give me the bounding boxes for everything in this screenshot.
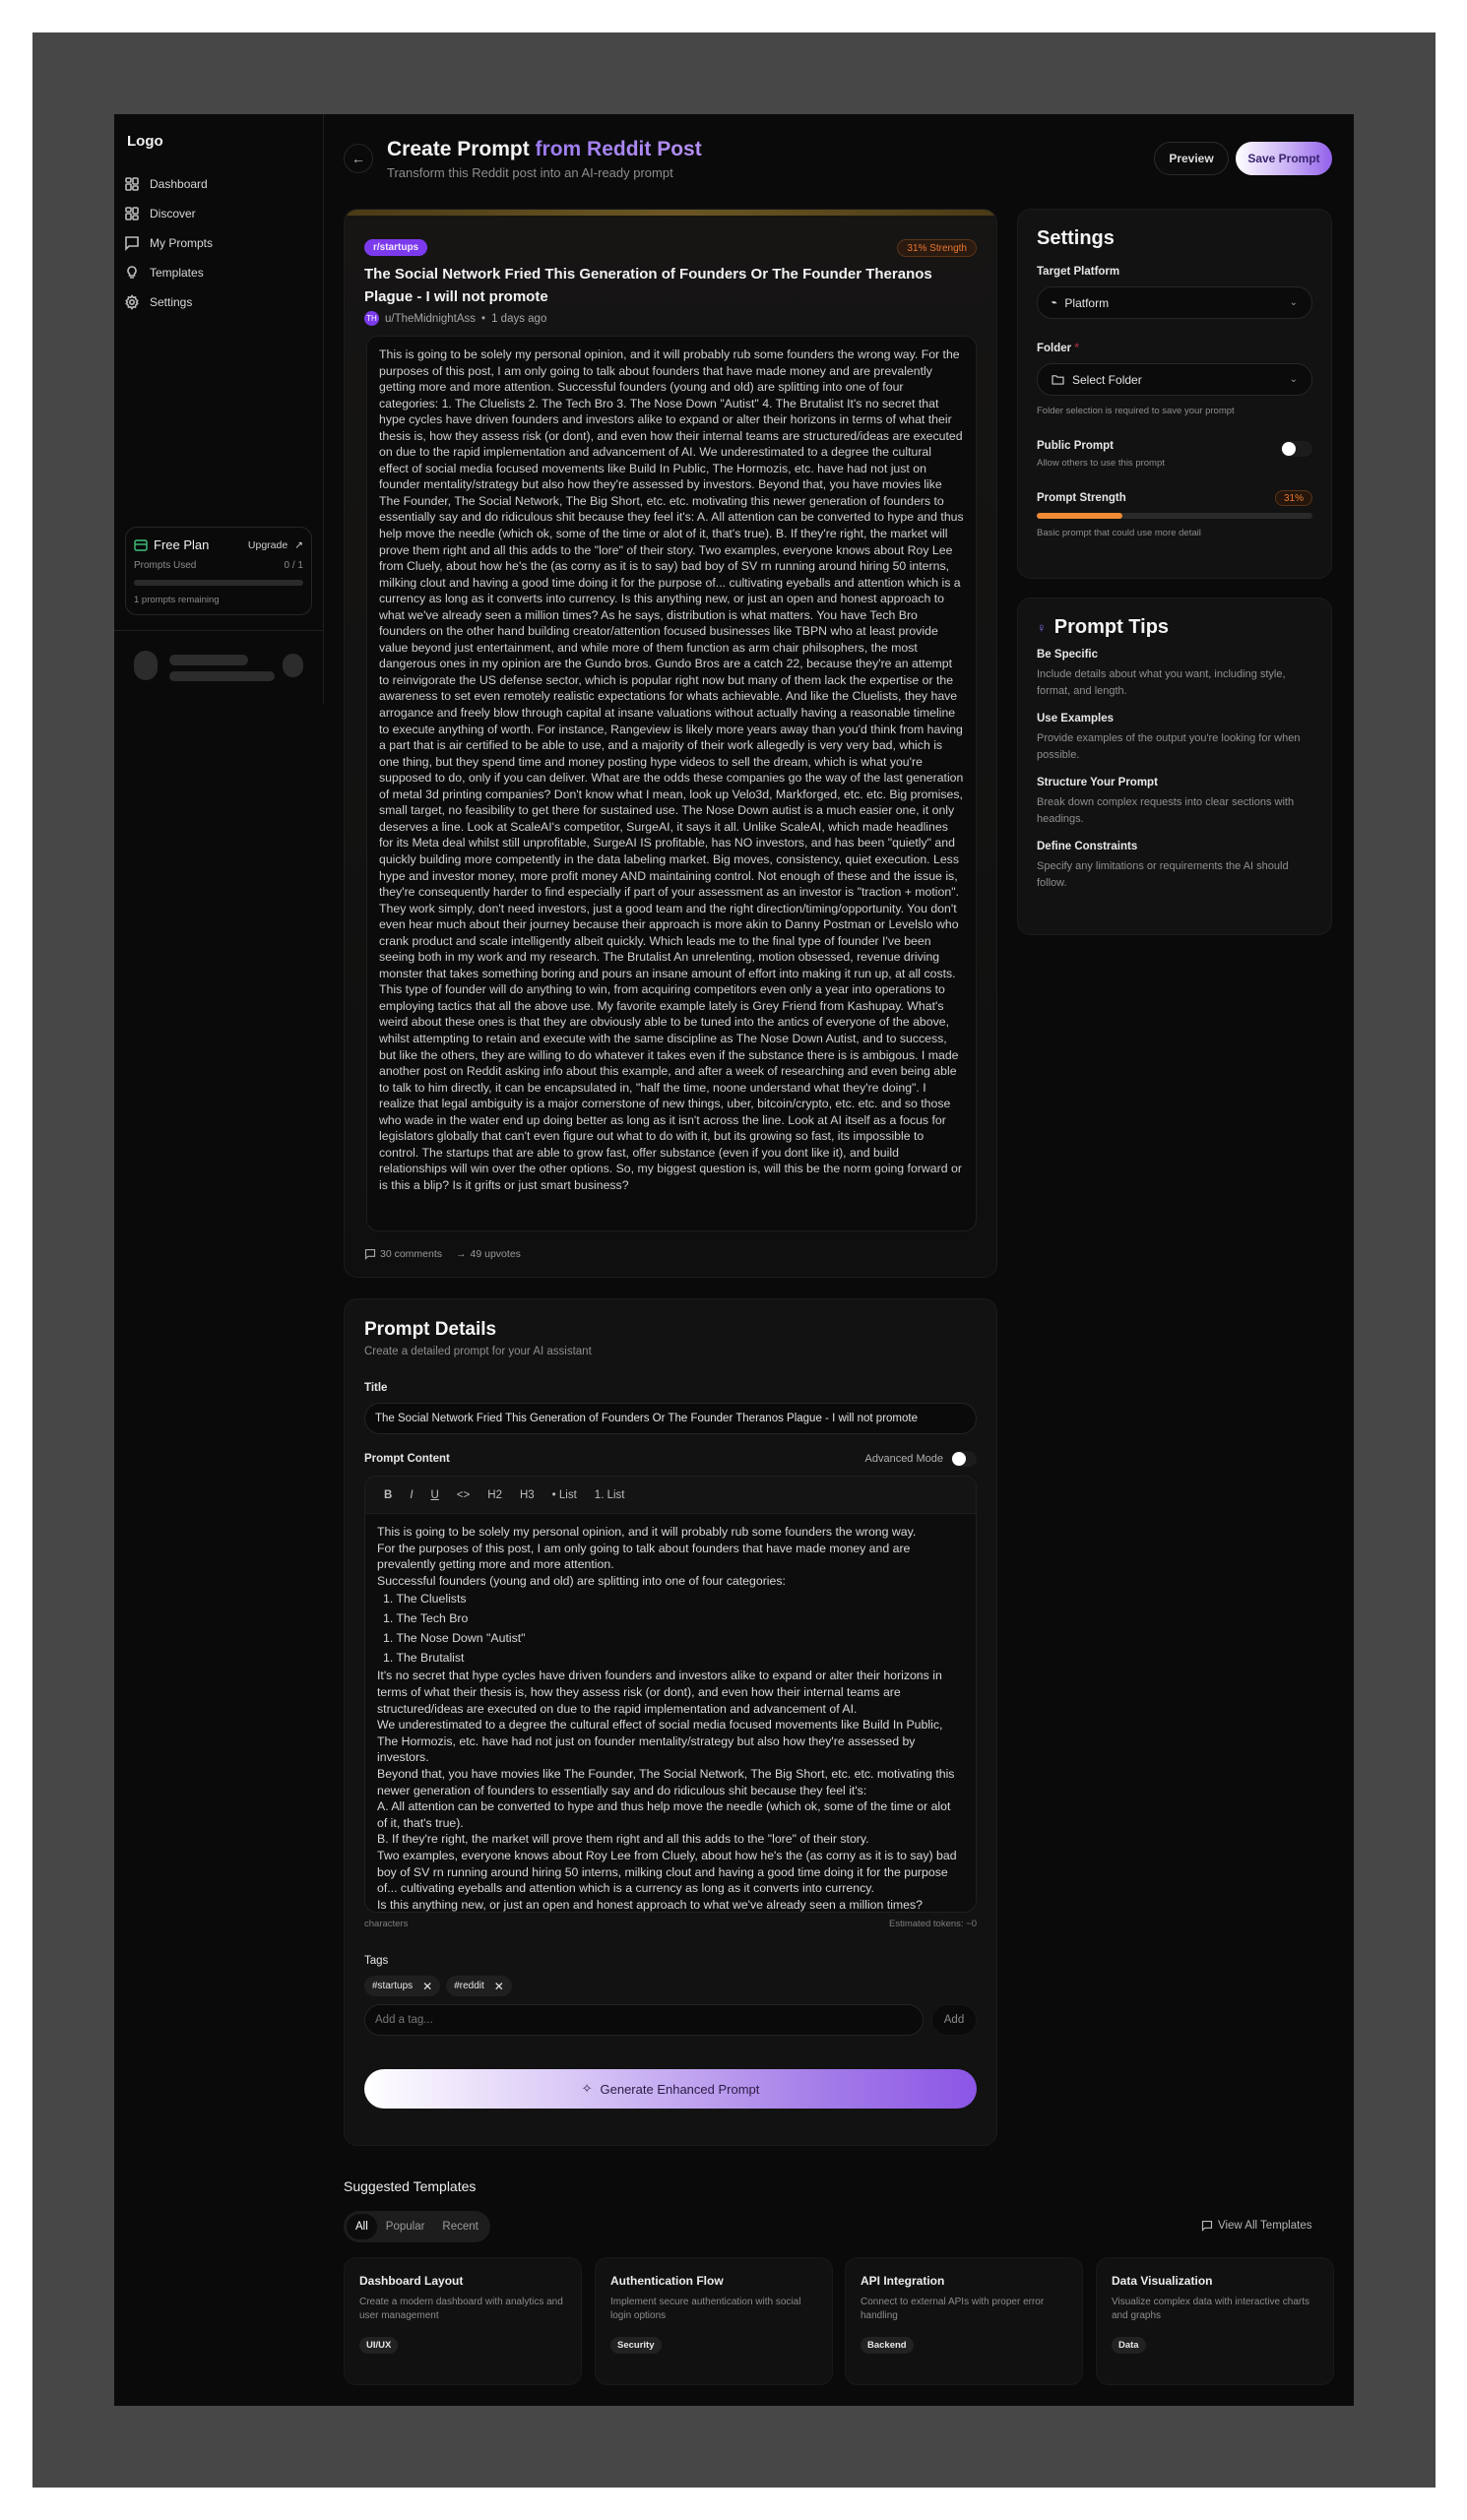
editor-list-item: 1. The Cluelists	[383, 1592, 467, 1606]
numbered-list-button[interactable]: 1. List	[594, 1488, 625, 1501]
editor-list-item: 1. The Brutalist	[383, 1651, 465, 1666]
h3-button[interactable]: H3	[519, 1488, 535, 1501]
post-stats	[364, 1248, 521, 1260]
logo[interactable]: Logo	[127, 133, 163, 150]
tag-input[interactable]	[364, 2004, 924, 2036]
editor-paragraph: A. All attention can be converted to hype and thus help move the needle (which ok, some of the time or alot of it, that's true).	[377, 1799, 951, 1830]
strength-hint: Basic prompt that could use more detail	[1037, 528, 1201, 538]
comment-icon	[364, 1248, 376, 1260]
folder-icon	[1052, 374, 1064, 385]
underline-button[interactable]: U	[430, 1488, 439, 1501]
prompts-used-bar	[134, 580, 303, 586]
template-card-authentication-flow[interactable]	[595, 2257, 833, 2385]
editor-paragraph: Is this anything new, or just an open and honest approach to what we've already seen a million times?	[377, 1897, 923, 1912]
prompts-used-value: 0 / 1	[284, 560, 303, 571]
h2-button[interactable]: H2	[487, 1488, 502, 1501]
details-title: Prompt Details	[364, 1319, 497, 1340]
editor-paragraph: Two examples, everyone knows about Roy Lee from Cluely, about how he's the (as corny as it is to say) bad boy of SV rn running around hiring 50 interns, milking clout and having a good time doing it for the purpose of... cultivating eyeballs and attention which is a currency as long as it converts into currency.	[377, 1848, 957, 1896]
tag-label: #startups	[372, 1981, 414, 1991]
upgrade-label: Upgrade	[247, 538, 288, 551]
close-icon[interactable]: ✕	[422, 1979, 433, 1993]
editor-paragraph: Beyond that, you have movies like The Founder, The Social Network, The Big Short, etc. etc. motivating this newer generation of founders to essentially say and do ridiculous shit because they feel it's:	[377, 1766, 955, 1797]
prompt-details-card	[344, 1298, 997, 2146]
tip-text: Include details about what you want, including style, format, and length.	[1037, 668, 1286, 697]
arrow-left-icon: ←	[351, 151, 365, 166]
template-description: Connect to external APIs with proper error handling	[861, 2297, 1045, 2321]
gear-icon	[124, 294, 140, 310]
add-tag-button[interactable]: Add	[931, 2004, 977, 2036]
template-description: Implement secure authentication with social login options	[610, 2297, 801, 2321]
message-square-icon	[124, 235, 140, 251]
public-toggle[interactable]	[1281, 441, 1312, 457]
template-badge: Backend	[861, 2337, 914, 2354]
upvotes-count: 49 upvotes	[470, 1248, 521, 1260]
editor-paragraph: B. If they're right, the market will prove them right and all this adds to the "lore" of their story.	[377, 1832, 869, 1847]
tab-all[interactable]: All	[347, 2214, 377, 2239]
tag-chip	[446, 1976, 512, 1996]
advanced-mode-toggle[interactable]	[951, 1451, 977, 1467]
platform-icon: ⌁	[1052, 297, 1057, 307]
sidebar-item-label: Discover	[150, 207, 196, 220]
user-email-skeleton	[169, 671, 275, 681]
template-card-api-integration[interactable]	[845, 2257, 1083, 2385]
template-title: Data Visualization	[1112, 2274, 1213, 2288]
editor-toolbar	[365, 1477, 976, 1514]
arrow-right-icon: →	[456, 1248, 467, 1260]
tip-text: Break down complex requests into clear sections with headings.	[1037, 796, 1295, 825]
plan-name: Free Plan	[154, 537, 210, 552]
template-description: Visualize complex data with interactive charts and graphs	[1112, 2297, 1310, 2321]
public-hint: Allow others to use this prompt	[1037, 458, 1165, 469]
token-estimate: Estimated tokens: ~0	[889, 1919, 977, 1929]
title-input[interactable]: The Social Network Fried This Generation of Founders Or The Founder Theranos Plague - I will not promote	[364, 1403, 977, 1434]
sidebar-item-label: Templates	[150, 266, 204, 280]
close-icon[interactable]: ✕	[493, 1979, 504, 1993]
preview-button[interactable]: Preview	[1154, 142, 1229, 175]
bullet-list-button[interactable]: • List	[551, 1488, 577, 1501]
editor-list-item: 1. The Tech Bro	[383, 1611, 469, 1626]
platform-label: Target Platform	[1037, 266, 1120, 278]
chevron-down-icon: ⌄	[1289, 297, 1298, 308]
sidebar-item-templates[interactable]	[124, 260, 311, 285]
back-button[interactable]	[344, 144, 373, 173]
subreddit-badge[interactable]: r/startups	[364, 239, 427, 256]
sidebar-item-settings[interactable]	[124, 289, 311, 315]
view-all-templates-link[interactable]	[1201, 2220, 1311, 2232]
template-title: API Integration	[861, 2274, 945, 2288]
comments-count: 30 comments	[380, 1248, 443, 1260]
author-name[interactable]: u/TheMidnightAss	[385, 312, 477, 325]
post-author	[364, 311, 546, 326]
template-title: Dashboard Layout	[359, 2274, 464, 2288]
sidebar-item-label: Dashboard	[150, 177, 208, 191]
page-title	[387, 138, 702, 161]
bold-button[interactable]: B	[384, 1488, 393, 1501]
title-accent: from Reddit Post	[535, 138, 702, 160]
sparkles-icon: ✧	[581, 2081, 593, 2096]
tip-text: Provide examples of the output you're looking for when possible.	[1037, 732, 1301, 761]
character-count: characters	[364, 1919, 409, 1929]
user-avatar-skeleton	[134, 651, 158, 680]
tag-label: #reddit	[454, 1981, 484, 1991]
generate-label: Generate Enhanced Prompt	[600, 2081, 760, 2097]
editor-paragraph: It's no secret that hype cycles have driven founders and investors alike to expand or alter their horizons in terms of what their thesis is, how they assess risk (or dont), and even how their internal teams are structured/ideas are executed on due to the rapid implementation and advancement of AI.	[377, 1669, 942, 1716]
post-title: The Social Network Fried This Generation of Founders Or The Founder Theranos Plague - I will not promote	[364, 266, 932, 305]
editor-paragraph: Successful founders (young and old) are splitting into one of four categories:	[377, 1573, 786, 1588]
tips-title: Prompt Tips	[1053, 616, 1170, 638]
tag-list	[364, 1976, 977, 1996]
title-label: Title	[364, 1382, 388, 1394]
sidebar-item-dashboard[interactable]	[124, 171, 311, 197]
template-card-data-visualization[interactable]	[1096, 2257, 1334, 2385]
editor-content[interactable]	[365, 1514, 976, 1912]
suggested-templates-title: Suggested Templates	[344, 2178, 477, 2194]
editor-paragraph: This is going to be solely my personal opinion, and it will probably rub some founders the wrong way.	[377, 1525, 917, 1539]
tab-popular[interactable]: Popular	[385, 2221, 425, 2233]
settings-title: Settings	[1037, 227, 1115, 249]
tab-recent[interactable]: Recent	[442, 2221, 478, 2233]
generate-enhanced-prompt-button[interactable]	[364, 2069, 977, 2109]
card-accent-bar	[345, 210, 996, 216]
user-name-skeleton	[169, 655, 248, 665]
template-description: Create a modern dashboard with analytics and user management	[359, 2297, 563, 2321]
tip-title: Be Specific	[1037, 649, 1098, 661]
italic-button[interactable]: I	[410, 1488, 414, 1501]
folder-label-text: Folder	[1037, 343, 1072, 354]
separator-dot: •	[481, 312, 486, 325]
strength-badge: 31% Strength	[897, 239, 977, 257]
credit-card-icon	[134, 539, 148, 551]
sidebar-item-label: My Prompts	[150, 236, 214, 250]
tag-chip	[364, 1976, 440, 1996]
page-subtitle: Transform this Reddit post into an AI-ready prompt	[387, 165, 673, 180]
strength-label: Prompt Strength	[1037, 492, 1126, 504]
public-label: Public Prompt	[1037, 440, 1114, 452]
post-body: This is going to be solely my personal opinion, and it will probably rub some founders the wrong way. For the purposes of this post, I am only going to talk about founders that have made money and are prevalently getting more and more attention. Successful founders (young and old) are splitting into one of four categories: 1. The Cluelists 2. The Tech Bro 3. The Nose Down "Autist" 4. The Brutalist It's no secret that hype cycles have driven founders and investors alike to expand or alter their horizons in terms of what their thesis is, how they assess risk (or dont), and even how their internal teams are structured/ideas are executed on due to the rapid implementation and advancement of AI. We underestimated to a degree the cultural effect of social media focused movements like Build In Public, The Hormozis, etc. have had not just on founder mentality/strategy but also how they're assessed by investors. Beyond that, you have movies like The Founder, The Social Network, The Big Short, etc. etc. motivating this newer generation of founders to essentially say and do ridiculous shit because they feel it's: A. All attention can be converted to hype and thus help move the needle (which ok, some of the time or alot of it, that's true). B. If they're right, the market will prove them right and all this adds to the "lore" of their story. Two examples, everyone knows about Roy Lee from Cluely, about how he's the (as corny as it is to say) bad boy of SV rn running around hiring 50 interns, milking clout and having a good time doing it for the purpose of... cultivating eyeballs and attention which is a currency as long as it converts into currency. Is this anything new, or just an open and honest approach to what we've already seen a million times? As he says, distribution is what matters. You have Tech Bro founders on the other hand building creator/attention focused businesses like TBPN who at least provide value beyond just entertainment, and while more of them function as arm chair philsophers, the most dangerous ones in my opinion are the Gundo bros. Gundo Bros are a catch 22, because they're an attempt to reinvigorate the US defense sector, which is popular right now but many of them lack the expertise or the awareness to set even remotely realistic expectations for whats achievable. And like the Cluelists, they have arrogance and freely blow through capital at insane valuations without actually having a reasonable timeline to execute anything of worth. For instance, Rangeview is likely more years away than you'd think from having a part that is air certified to be able to use, and a majority of their work allegedly is very very bad, which is one thing, but they spend time and money posting hype videos to sell the dream, which is what you're supposed to do, only if you can deliver. What are the odds these companies go the way of the last generation of metal 3d printing companies? Don't know what I mean, look up Velo3d, Markforged, etc. etc. Big promises, small target, no feasibility to get there for sustained use. The Nose Down autist is a much easier one, it only deserves a line. Look at ScaleAI's competitor, SurgeAI, it says it all. Unlike ScaleAI, which made headlines for its Meta deal whilst still unprofitable, SurgeAI IS profitable, has NO investors, and has been "quietly" and quickly building more competently in the data labeling market. Big moves, consistency, quiet execution. Less hype and investor money, more profit money AND maintaining control. Not enough of these and the issue is, they're consequently harder to find especially if part of your assessment as an investor is "traction + motion". They work simply, don't need investors, just a good team and the right direction/timing/opportunity. You don't even hear much about their journey because their approach is more akin to Danny Postman or Levelslo who crank product and scale intelligently albeit quickly. Which leads me to the final type of founder I've been seeing both in my work and my research. The Brutalist An unrelenting, motion obsessed, revenue driving monster that takes something boring and pours an insane amount of effort into making it run up, at all costs. This type of founder will do anything to win, from acquiring competitors even only a year into operations to employing tactics that all the above use. My favorite example lately is Grey Friend from Kashupay. What's weird about these ones is that they are obviously able to be tuned into the antics of everyone of the above, whilst attempting to retain and execute with the same discipline as The Nose Down Autist, and to success, but like the others, they are willing to do whatever it takes even if the substance there is is ambigous. I made another post on Reddit asking info about this example, and after a week of researching and even being able to talk to him directly, it can be encapsulated in, "half the time, noone understand what they're doing". I realize that legal ambiguity is a major cornerstone of new things, uber, bitcoin/crypto, etc. etc. and so those who wade in the water end up doing better as long as it isn't across the line. Look at AI itself as a focus for legislators globally that can't even figure out what to do with it, but its growing so fast, its impossible to control. The startups that are able to grow fast, offer substance (even if you dont like it), and build relationships will win over the other options. So, my biggest question is, will this be the norm going forward or is this a blip? Is it grifts or just smart business?	[366, 336, 977, 1231]
title-main: Create Prompt	[387, 138, 530, 160]
plan-card	[125, 527, 312, 615]
lightbulb-icon	[124, 265, 140, 281]
avatar: TH	[364, 311, 379, 326]
tags-label: Tags	[364, 1955, 389, 1967]
book-icon	[1201, 2220, 1213, 2232]
strength-bar	[1037, 513, 1312, 519]
tip-title: Use Examples	[1037, 713, 1114, 724]
sidebar-item-discover[interactable]	[124, 201, 311, 226]
code-button[interactable]: <>	[456, 1488, 471, 1501]
sidebar-item-my-prompts[interactable]	[124, 230, 311, 256]
content-label: Prompt Content	[364, 1453, 450, 1465]
template-badge: Data	[1112, 2337, 1146, 2354]
template-badge: Security	[610, 2337, 662, 2354]
folder-hint: Folder selection is required to save your prompt	[1037, 406, 1235, 416]
folder-label	[1037, 343, 1312, 354]
platform-value: Platform	[1064, 295, 1110, 310]
strength-percent: 31%	[1275, 490, 1312, 506]
lightbulb-icon: ♀	[1037, 620, 1047, 635]
prompt-tips-panel	[1017, 598, 1332, 935]
platform-select[interactable]	[1037, 286, 1312, 319]
external-link-icon: ↗	[294, 538, 303, 551]
upgrade-link[interactable]	[248, 539, 303, 551]
editor-paragraph: For the purposes of this post, I am only going to talk about founders that have made money and are prevalently getting more and more attention.	[377, 1541, 911, 1572]
settings-panel	[1017, 209, 1332, 579]
prompts-used-label: Prompts Used	[134, 560, 197, 571]
sidebar-item-label: Settings	[150, 295, 193, 309]
user-menu-skeleton	[283, 654, 303, 677]
divider	[114, 630, 324, 631]
grid-icon	[124, 176, 140, 192]
tip-text: Specify any limitations or requirements the AI should follow.	[1037, 860, 1289, 889]
template-badge: UI/UX	[359, 2337, 398, 2354]
tip-title: Structure Your Prompt	[1037, 777, 1158, 788]
save-prompt-button[interactable]: Save Prompt	[1236, 142, 1332, 175]
view-all-label: View All Templates	[1218, 2220, 1312, 2232]
tip-title: Define Constraints	[1037, 841, 1138, 852]
editor-list-item: 1. The Nose Down "Autist"	[383, 1631, 526, 1646]
reddit-post-card	[344, 209, 997, 1278]
app-page	[114, 114, 1354, 2406]
template-card-dashboard-layout[interactable]	[344, 2257, 582, 2385]
advanced-mode-label: Advanced Mode	[864, 1453, 943, 1465]
chevron-down-icon: ⌄	[1289, 374, 1298, 385]
folder-value: Select Folder	[1072, 372, 1142, 387]
folder-select[interactable]	[1037, 363, 1312, 396]
required-marker: *	[1074, 343, 1079, 354]
editor-paragraph: We underestimated to a degree the cultural effect of social media focused movements like Build In Public, The Hormozis, etc. have had not just on founder mentality/strategy but also how they're assessed by investors.	[377, 1718, 943, 1765]
template-tabs	[344, 2211, 490, 2242]
details-subtitle: Create a detailed prompt for your AI assistant	[364, 1346, 592, 1357]
template-title: Authentication Flow	[610, 2274, 724, 2288]
grid-icon	[124, 206, 140, 221]
prompt-editor[interactable]	[364, 1476, 977, 1913]
prompts-remaining: 1 prompts remaining	[134, 595, 220, 605]
post-time: 1 days ago	[491, 312, 547, 325]
sidebar	[114, 114, 324, 705]
